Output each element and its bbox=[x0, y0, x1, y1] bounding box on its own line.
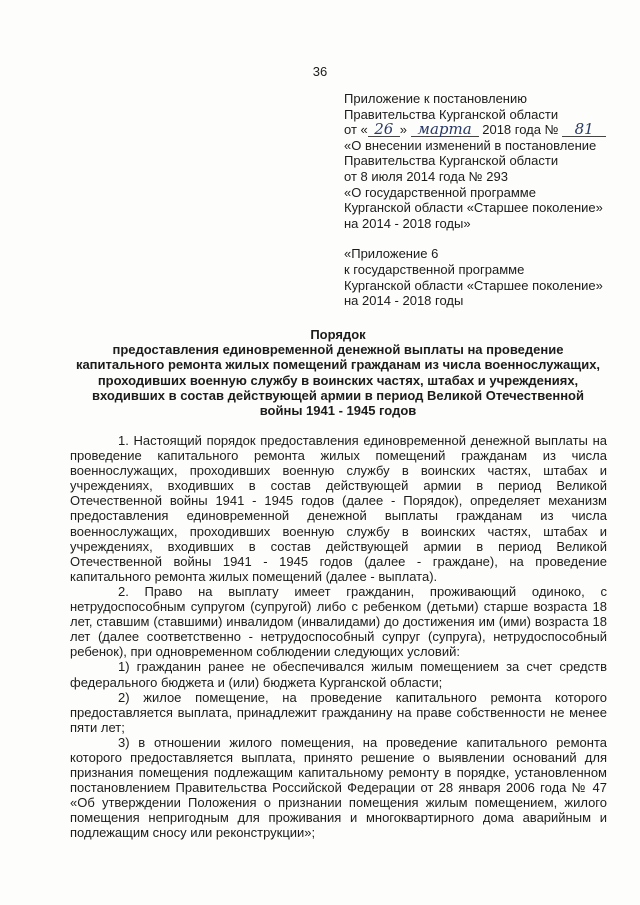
annex-date-line bbox=[344, 122, 614, 138]
condition-1: 1) гражданин ранее не обеспечивался жилым помещением за счет средств федерального бюджета и (или) бюджета Курганской области; bbox=[70, 659, 607, 690]
document-title bbox=[64, 327, 612, 418]
title-line: капитального ремонта жилых помещений гражданам из числа военнослужащих, bbox=[75, 357, 601, 373]
paragraph-1: 1. Настоящий порядок предоставления единовременной денежной выплаты на проведение капитального ремонта жилых помещений гражданам из числа военнослужащих, проходивших военную службу в воинских частях, штабах и учреждениях, входивших в состав действующей армии в период Великой Отечественной войны 1941 - 1945 годов (далее - Порядок), определяет механизм предоставления единовременной денежной выплаты гражданам из числа военнослужащих, проходивших военную службу в воинских частях, штабах и учреждениях, входивших в состав действующей армии в период Великой Отечественной войны 1941 - 1945 годов (далее - граждане), на проведение капитального ремонта жилых помещений (далее - выплата). bbox=[70, 433, 607, 584]
title-line: предоставления единовременной денежной выплаты на проведение bbox=[112, 342, 564, 358]
annex-line: Курганской области «Старшее поколение» bbox=[344, 200, 603, 216]
paragraph-2: 2. Право на выплату имеет гражданин, проживающий одиноко, с нетрудоспособным супругом (супругой) либо с ребенком (детьми) старше возраста 18 лет, ставшим (ставшими) инвалидом (инвалидами) до достижения им (ими) возраста 18 лет (далее соответственно - нетрудоспособный супруг (супруга), нетрудоспособный ребенок), при одновременном соблюдении следующих условий: bbox=[70, 583, 607, 660]
date-mid: » bbox=[399, 122, 407, 138]
annex-line: Приложение к постановлению bbox=[344, 91, 527, 106]
title-line: войны 1941 - 1945 годов bbox=[259, 403, 417, 419]
annex-line: Правительства Курганской области bbox=[344, 106, 559, 122]
document-body bbox=[70, 433, 607, 841]
annex-line: «Приложение 6 bbox=[344, 246, 439, 262]
spacer bbox=[344, 231, 614, 246]
annex-line: Курганской области «Старшее поколение» bbox=[344, 277, 603, 293]
annex-line: к государственной программе bbox=[344, 261, 525, 277]
title-line: проходивших военную службу в воинских частях, штабах и учреждениях, bbox=[97, 372, 579, 388]
annex-line: от 8 июля 2014 года № 293 bbox=[344, 168, 508, 184]
annex-header bbox=[344, 91, 614, 309]
annex-line: на 2014 - 2018 годы bbox=[344, 293, 464, 309]
handwritten-day: 26 bbox=[368, 123, 400, 137]
title-line: входивших в состав действующей армии в период Великой Отечественной bbox=[92, 387, 584, 403]
page-number: 36 bbox=[312, 64, 328, 79]
date-prefix: от « bbox=[344, 122, 368, 138]
date-year: 2018 года № bbox=[482, 122, 559, 138]
condition-2: 2) жилое помещение, на проведение капитального ремонта которого предоставляется выплата, принадлежит гражданину на праве собственности не менее пяти лет; bbox=[70, 689, 607, 735]
annex-line: «О внесении изменений в постановление bbox=[344, 137, 597, 153]
annex-line: на 2014 - 2018 годы» bbox=[344, 215, 471, 231]
annex-line: Правительства Курганской области bbox=[344, 153, 559, 169]
handwritten-number: 81 bbox=[562, 123, 606, 137]
condition-3: 3) в отношении жилого помещения, на проведение капитального ремонта которого предоставляется выплата, принято решение о выявлении оснований для признания помещения подлежащим капитальному ремонту в порядке, установленном постановлением Правительства Российской Федерации от 28 января 2006 года № 47 «Об утверждении Положения о признании помещения жилым помещением, жилого помещения непригодным для проживания и многоквартирного дома аварийным и подлежащим сносу или реконструкции»; bbox=[70, 734, 607, 841]
handwritten-month: марта bbox=[411, 123, 479, 137]
annex-line: «О государственной программе bbox=[344, 184, 536, 200]
title-line: Порядок bbox=[310, 327, 366, 342]
